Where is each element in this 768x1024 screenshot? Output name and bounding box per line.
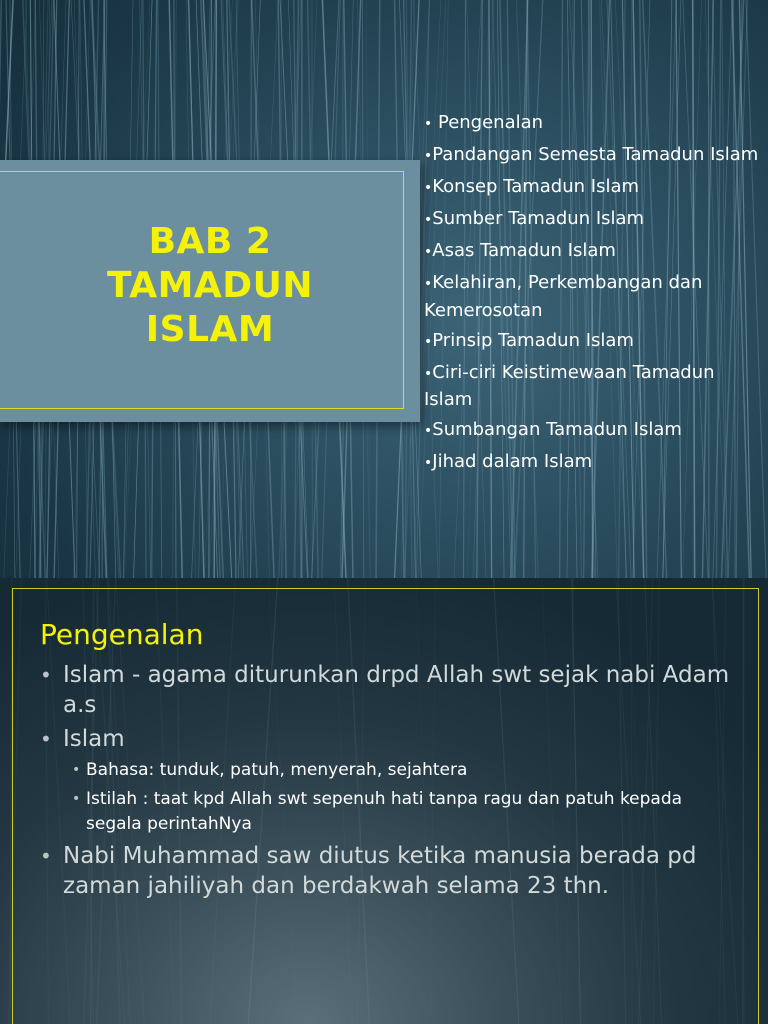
toc-item [424,360,760,413]
toc-item [424,417,760,445]
bullet-icon: • [424,423,433,439]
list-item [40,724,740,754]
content-list [40,660,740,905]
bullet-icon: • [424,365,433,382]
toc-item [424,142,760,170]
toc-item-label: Sumber Tamadun Islam [432,208,645,229]
section-heading: Pengenalan [40,618,204,651]
slide-content [0,578,768,1024]
toc-item-label: Jihad dalam Islam [432,451,593,472]
bullet-icon: • [40,663,52,687]
bullet-icon: • [424,455,433,471]
list-item-text: Nabi Muhammad saw diutus ketika manusia berada pd zaman jahiliyah dan berdakwah selama 23 thn. [63,843,697,899]
bullet-icon: • [424,148,433,164]
list-item-text: Islam - agama diturunkan drpd Allah swt sejak nabi Adam a.s [63,662,730,718]
toc-item-label: Kelahiran, Perkembangan dan Kemerosotan [424,272,703,321]
bullet-icon: • [40,844,52,868]
toc-item [424,238,760,266]
bullet-icon: • [424,276,433,292]
toc-item-label: Pandangan Semesta Tamadun Islam [432,144,759,165]
bullet-icon: • [72,762,81,778]
list-item [40,660,740,720]
sub-list-item-text: Bahasa: tunduk, patuh, menyerah, sejahtera [86,760,468,780]
bullet-icon: • [424,333,433,350]
toc-item-label: Prinsip Tamadun Islam [432,329,634,351]
toc-item-label: Ciri-ciri Keistimewaan Tamadun Islam [424,361,715,410]
toc-item-label: Sumbangan Tamadun Islam [432,419,682,440]
sub-list-item [40,758,740,783]
toc-item [424,328,760,356]
sub-list-item [40,787,740,837]
toc-item [424,449,760,477]
title-line-1: BAB 2 [148,221,272,262]
table-of-contents [424,110,760,481]
toc-item-label: Konsep Tamadun Islam [432,176,640,197]
bullet-icon: • [424,244,433,260]
slide-title-text [0,220,420,352]
sub-list-item-text: Istilah : taat kpd Allah swt sepenuh hati tanpa ragu dan patuh kepada segala perintahNya [86,789,683,834]
bullet-icon: • [72,791,81,807]
toc-item [424,270,760,323]
bullet-icon: • [424,116,433,132]
title-box [0,160,420,422]
bullet-icon: • [424,180,433,196]
toc-item [424,110,760,138]
toc-item [424,206,760,234]
list-item-text: Islam [63,726,125,752]
list-item [40,841,740,901]
bullet-icon: • [424,212,433,228]
toc-item [424,174,760,202]
toc-item-label: Pengenalan [432,112,544,133]
bullet-icon: • [40,727,52,751]
toc-item-label: Asas Tamadun Islam [432,240,616,261]
title-line-3: ISLAM [145,309,275,350]
title-line-2: TAMADUN [106,265,314,306]
